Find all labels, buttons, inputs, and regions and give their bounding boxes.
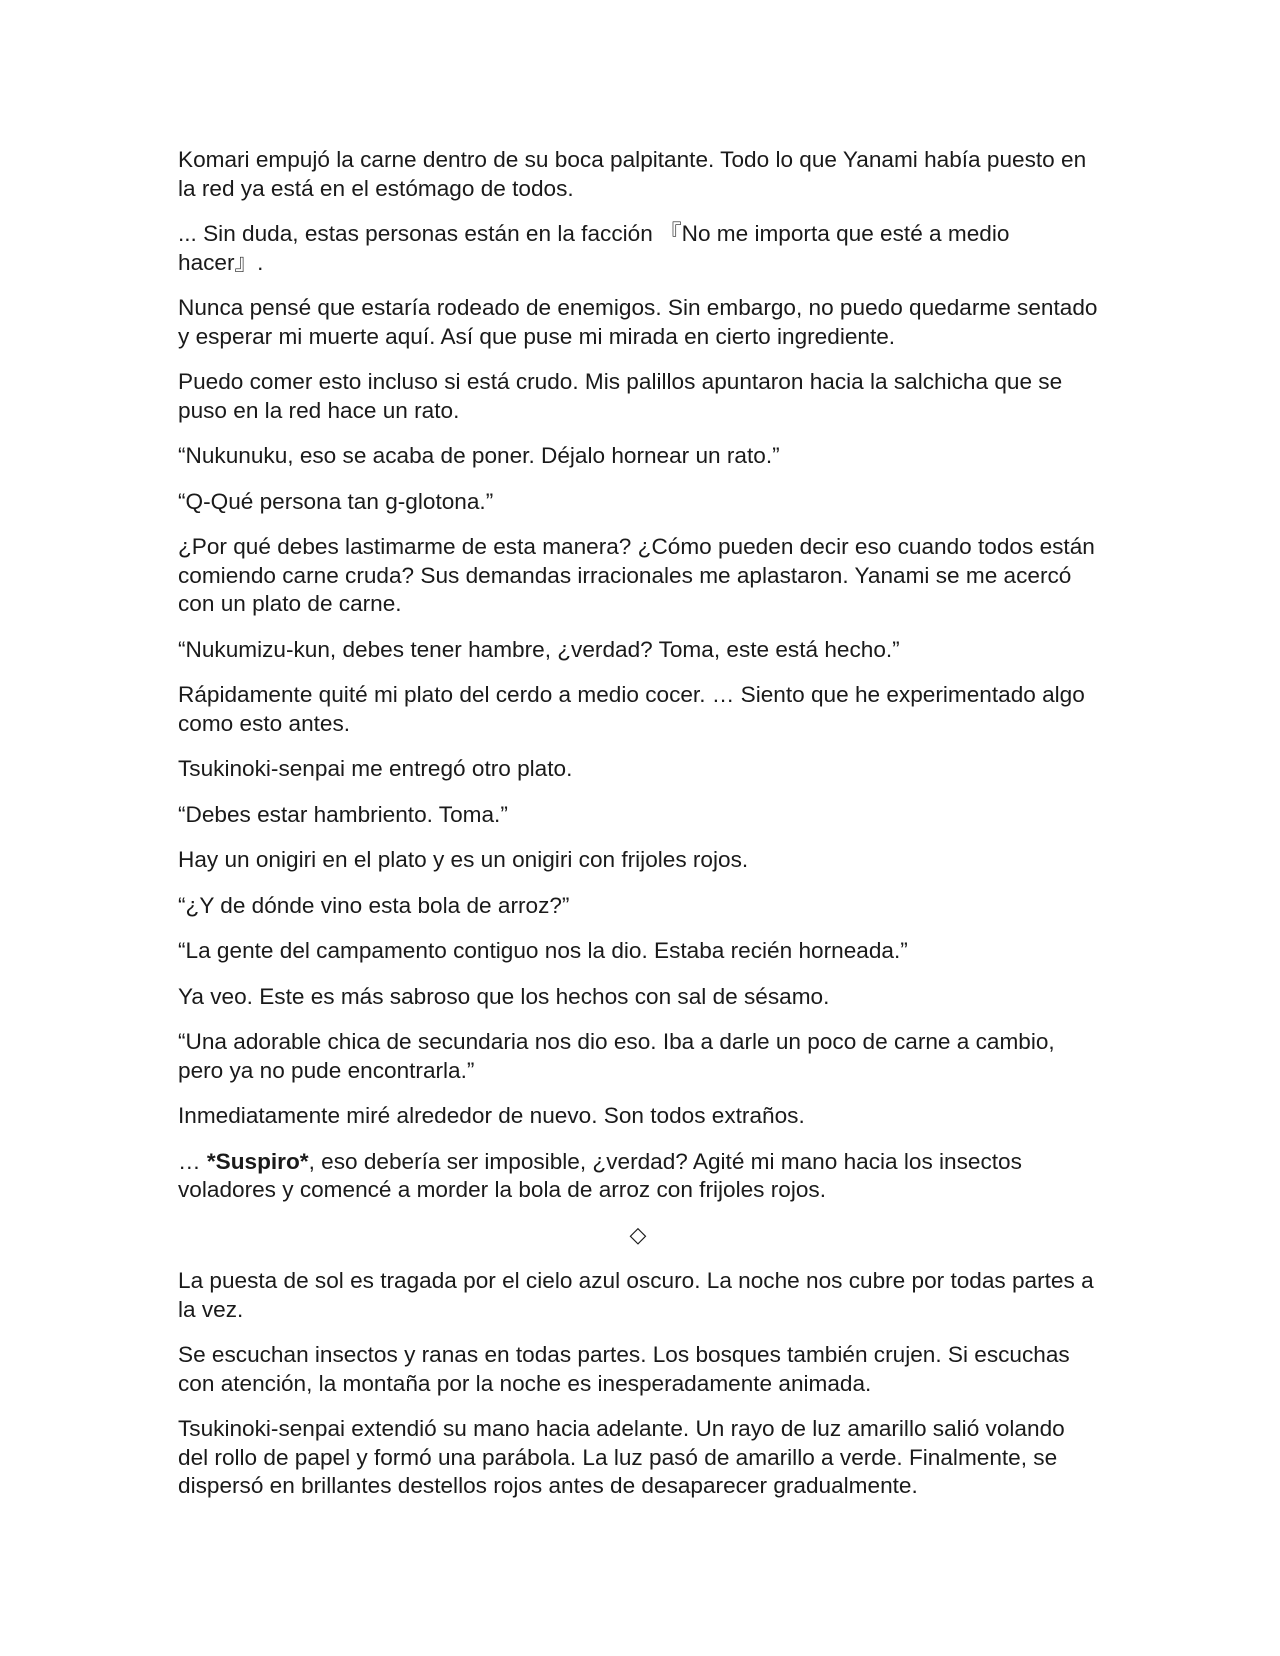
paragraph: Hay un onigiri en el plato y es un onigiri con frijoles rojos. — [178, 847, 749, 872]
paragraph: “Nukumizu-kun, debes tener hambre, ¿verdad? Toma, este está hecho.” — [178, 636, 900, 662]
paragraph: “Nukunuku, eso se acaba de poner. Déjalo hornear un rato.” — [178, 443, 780, 468]
paragraph: Inmediatamente miré alrededor de nuevo. Son todos extraños. — [178, 1103, 805, 1128]
paragraph: Rápidamente quité mi plato del cerdo a medio cocer. … Siento que he experimentado algo como esto antes. — [178, 682, 1085, 736]
paragraph: Nunca pensé que estaría rodeado de enemigos. Sin embargo, no puedo quedarme sentado y esperar mi muerte aquí. Así que puse mi mirada en cierto ingrediente. — [178, 295, 1098, 349]
paragraph: Ya veo. Este es más sabroso que los hechos con sal de sésamo. — [178, 983, 830, 1009]
scene-separator: ◇ — [629, 1222, 647, 1248]
paragraph-sigh — [178, 1148, 1098, 1205]
paragraph: ¿Por qué debes lastimarme de esta manera? ¿Cómo pueden decir eso cuando todos están comiendo carne cruda? Sus demandas irracionales me aplastaron. Yanami se me acercó con un plato de carne. — [178, 534, 1095, 616]
paragraph: ... Sin duda, estas personas están en la facción 『No me importa que esté a medio hacer』. — [178, 221, 1010, 275]
paragraph: “¿Y de dónde vino esta bola de arroz?” — [178, 892, 570, 918]
paragraph: La puesta de sol es tragada por el cielo azul oscuro. La noche nos cubre por todas partes a la vez. — [178, 1268, 1094, 1322]
paragraph: Komari empujó la carne dentro de su boca palpitante. Todo lo que Yanami había puesto en la red ya está en el estómago de todos. — [178, 147, 1087, 201]
paragraph: Se escuchan insectos y ranas en todas partes. Los bosques también crujen. Si escuchas con atención, la montaña por la noche es inesperadamente animada. — [178, 1342, 1070, 1396]
paragraph: Tsukinoki-senpai me entregó otro plato. — [178, 756, 573, 781]
sigh-suffix: , eso debería ser imposible, ¿verdad? Agité mi mano hacia los insectos voladores y comencé a morder la bola de arroz con frijoles rojos. — [178, 1148, 1022, 1202]
paragraph: Puedo comer esto incluso si está crudo. Mis palillos apuntaron hacia la salchicha que se puso en la red hace un rato. — [178, 369, 1063, 423]
paragraph: “Una adorable chica de secundaria nos dio eso. Iba a darle un poco de carne a cambio, pero ya no pude encontrarla.” — [178, 1029, 1055, 1083]
paragraph: “Q-Qué persona tan g-glotona.” — [178, 488, 494, 514]
paragraph: “La gente del campamento contiguo nos la dio. Estaba recién horneada.” — [178, 938, 908, 963]
paragraph: “Debes estar hambriento. Toma.” — [178, 801, 508, 827]
document-body — [178, 146, 1098, 1518]
sigh-bold: *Suspiro* — [206, 1148, 309, 1174]
sigh-prefix: … — [178, 1148, 207, 1174]
paragraph: Tsukinoki-senpai extendió su mano hacia adelante. Un rayo de luz amarillo salió volando del rollo de papel y formó una parábola. La luz pasó de amarillo a verde. Finalmente, se dispersó en brillantes destellos rojos antes de desaparecer gradualmente. — [178, 1416, 1065, 1498]
